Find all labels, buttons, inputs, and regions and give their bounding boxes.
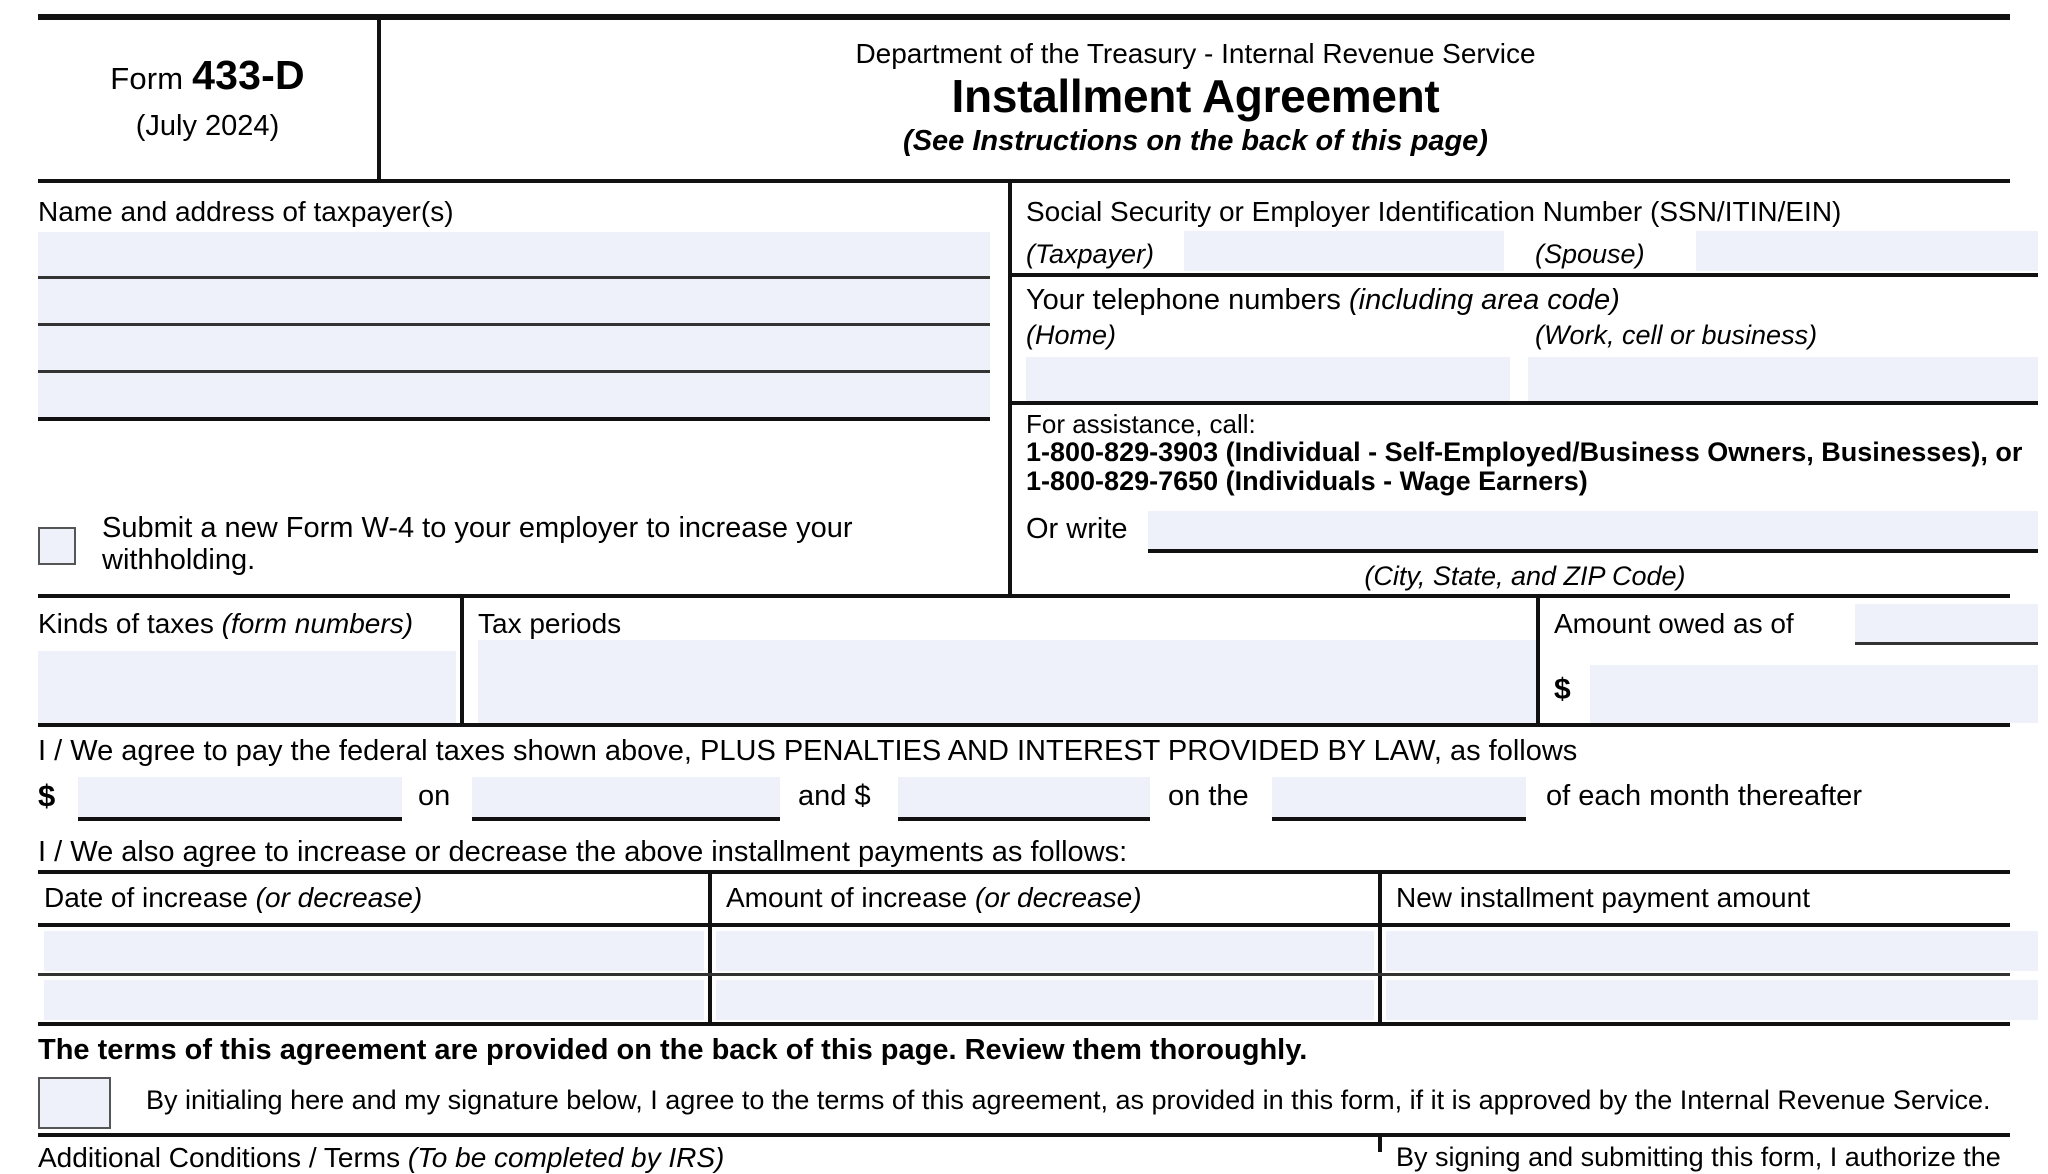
department-line: Department of the Treasury - Internal Revenue Service: [855, 38, 1536, 69]
assistance-phone-wage: 1-800-829-7650 (Individuals - Wage Earners): [1026, 466, 1588, 496]
increase-table-top-rule: [38, 870, 2010, 874]
first-payment-amount-field[interactable]: [78, 777, 402, 817]
footer-vertical-divider: [1378, 1133, 1382, 1152]
increase-table-divider-1: [708, 870, 712, 1022]
address-line-4-field[interactable]: [38, 373, 990, 417]
increase-header-date-italic: (or decrease): [255, 882, 423, 913]
increase-table-header-new-payment: New installment payment amount: [1396, 882, 1810, 913]
assistance-phone-business: 1-800-829-3903 (Individual - Self-Employed/Business Owners, Businesses), or: [1026, 437, 2023, 467]
ssn-section-rule: [1012, 273, 2038, 277]
kinds-of-taxes-label-italic: (form numbers): [221, 608, 414, 639]
tax-periods-label: Tax periods: [478, 608, 622, 639]
footer-top-rule: [38, 1133, 2010, 1137]
assistance-intro: For assistance, call:: [1026, 409, 1256, 439]
table-row[interactable]: [716, 980, 1374, 1020]
amount-owed-date-field[interactable]: [1855, 604, 2038, 642]
city-state-zip-label: (City, State, and ZIP Code): [1364, 561, 1686, 591]
day-of-month-field[interactable]: [1272, 777, 1526, 817]
first-payment-date-field[interactable]: [472, 777, 780, 817]
table-row[interactable]: [716, 931, 1374, 971]
taxes-section-top-rule: [38, 594, 2010, 598]
payment-thereafter-label: of each month thereafter: [1546, 780, 1862, 812]
ssn-spouse-field[interactable]: [1696, 231, 2038, 271]
or-write-rule: [1148, 549, 2038, 553]
ssn-spouse-label: (Spouse): [1535, 239, 1645, 269]
address-section-label: Name and address of taxpayer(s): [38, 196, 454, 227]
payment-on-label: on: [418, 780, 451, 812]
amount-owed-label: Amount owed as of: [1554, 608, 1794, 639]
agreement-intro-text: I / We agree to pay the federal taxes shown above, PLUS PENALTIES AND INTEREST PROVIDED BY LAW, as follows: [38, 735, 1578, 767]
kinds-of-taxes-label-main: Kinds of taxes: [38, 608, 214, 639]
kinds-of-taxes-field[interactable]: [38, 651, 456, 723]
header-bottom-border: [38, 179, 2010, 183]
payment-and-dollar-label: and $: [798, 780, 871, 812]
agreement-adjust-intro: I / We also agree to increase or decrease the above installment payments as follows:: [38, 836, 1128, 868]
first-payment-amount-rule: [78, 817, 402, 821]
increase-header-date-main: Date of increase: [44, 882, 248, 913]
telephone-section-label: [1026, 284, 1620, 317]
amount-owed-divider: [1536, 598, 1540, 723]
telephone-work-label: (Work, cell or business): [1535, 320, 1818, 350]
taxes-section-bottom-rule: [38, 723, 2010, 727]
telephone-label-italic: (including area code): [1349, 284, 1620, 316]
title-subtitle: (See Instructions on the back of this page): [903, 125, 1488, 157]
address-line-1-field[interactable]: [38, 232, 990, 276]
amount-owed-field[interactable]: [1590, 665, 2038, 723]
form-revision-date: (July 2024): [135, 110, 280, 142]
increase-table-row-divider: [38, 973, 2010, 976]
upper-vertical-divider: [1008, 183, 1012, 594]
ssn-taxpayer-field[interactable]: [1184, 231, 1504, 271]
increase-table-header-rule: [38, 923, 2010, 927]
authorization-statement: By signing and submitting this form, I authorize the: [1396, 1142, 2001, 1172]
address-line-4-rule: [38, 417, 990, 421]
amount-owed-date-rule: [1855, 642, 2038, 645]
or-write-field[interactable]: [1148, 511, 2038, 549]
table-row[interactable]: [1386, 931, 2038, 971]
or-write-label: Or write: [1026, 513, 1128, 545]
table-row[interactable]: [44, 980, 704, 1020]
telephone-home-label: (Home): [1026, 320, 1117, 350]
day-of-month-rule: [1272, 817, 1526, 821]
form-label: Form: [110, 61, 184, 96]
additional-conditions-label: [38, 1142, 724, 1174]
first-payment-date-rule: [472, 817, 780, 821]
increase-table-header-date: [44, 882, 422, 914]
payment-dollar-sign-1: $: [38, 778, 56, 813]
additional-conditions-main: Additional Conditions / Terms: [38, 1142, 401, 1173]
address-line-2-field[interactable]: [38, 279, 990, 323]
initials-field[interactable]: [38, 1077, 111, 1129]
telephone-section-rule: [1012, 401, 2038, 405]
initials-statement: By initialing here and my signature below, I agree to the terms of this agreement, as provided in this form, if it is approved by the Internal Revenue Service.: [146, 1085, 1991, 1115]
payment-on-the-label: on the: [1168, 780, 1249, 812]
telephone-home-field[interactable]: [1026, 357, 1510, 401]
w4-checkbox-label: Submit a new Form W-4 to your employer to increase your withholding.: [102, 512, 853, 577]
additional-conditions-italic: (To be completed by IRS): [407, 1142, 725, 1173]
header-top-border: [38, 14, 2010, 20]
form-number: 433-D: [192, 52, 305, 98]
increase-table-divider-2: [1378, 870, 1382, 1022]
increase-header-amount-main: Amount of increase: [726, 882, 968, 913]
monthly-payment-amount-field[interactable]: [898, 777, 1150, 817]
kinds-taxperiods-divider: [460, 598, 464, 723]
ssn-taxpayer-label: (Taxpayer): [1026, 239, 1155, 269]
increase-table-bottom-rule: [38, 1022, 2010, 1026]
telephone-work-field[interactable]: [1528, 357, 2038, 401]
ssn-section-label: Social Security or Employer Identification Number (SSN/ITIN/EIN): [1026, 196, 1842, 227]
kinds-of-taxes-label: [38, 608, 413, 640]
monthly-payment-amount-rule: [898, 817, 1150, 821]
w4-checkbox[interactable]: [38, 527, 76, 565]
table-row[interactable]: [44, 931, 704, 971]
increase-header-amount-italic: (or decrease): [975, 882, 1142, 913]
page-title: Installment Agreement: [951, 70, 1440, 122]
telephone-label-main: Your telephone numbers: [1026, 284, 1341, 316]
terms-heading: The terms of this agreement are provided on the back of this page. Review them thoroughly.: [38, 1034, 1308, 1066]
address-line-3-field[interactable]: [38, 326, 990, 370]
amount-owed-dollar-sign: $: [1554, 673, 1571, 706]
form-number-block: [38, 52, 377, 99]
tax-periods-field[interactable]: [478, 640, 1536, 723]
increase-table-header-amount: [726, 882, 1142, 914]
table-row[interactable]: [1386, 980, 2038, 1020]
